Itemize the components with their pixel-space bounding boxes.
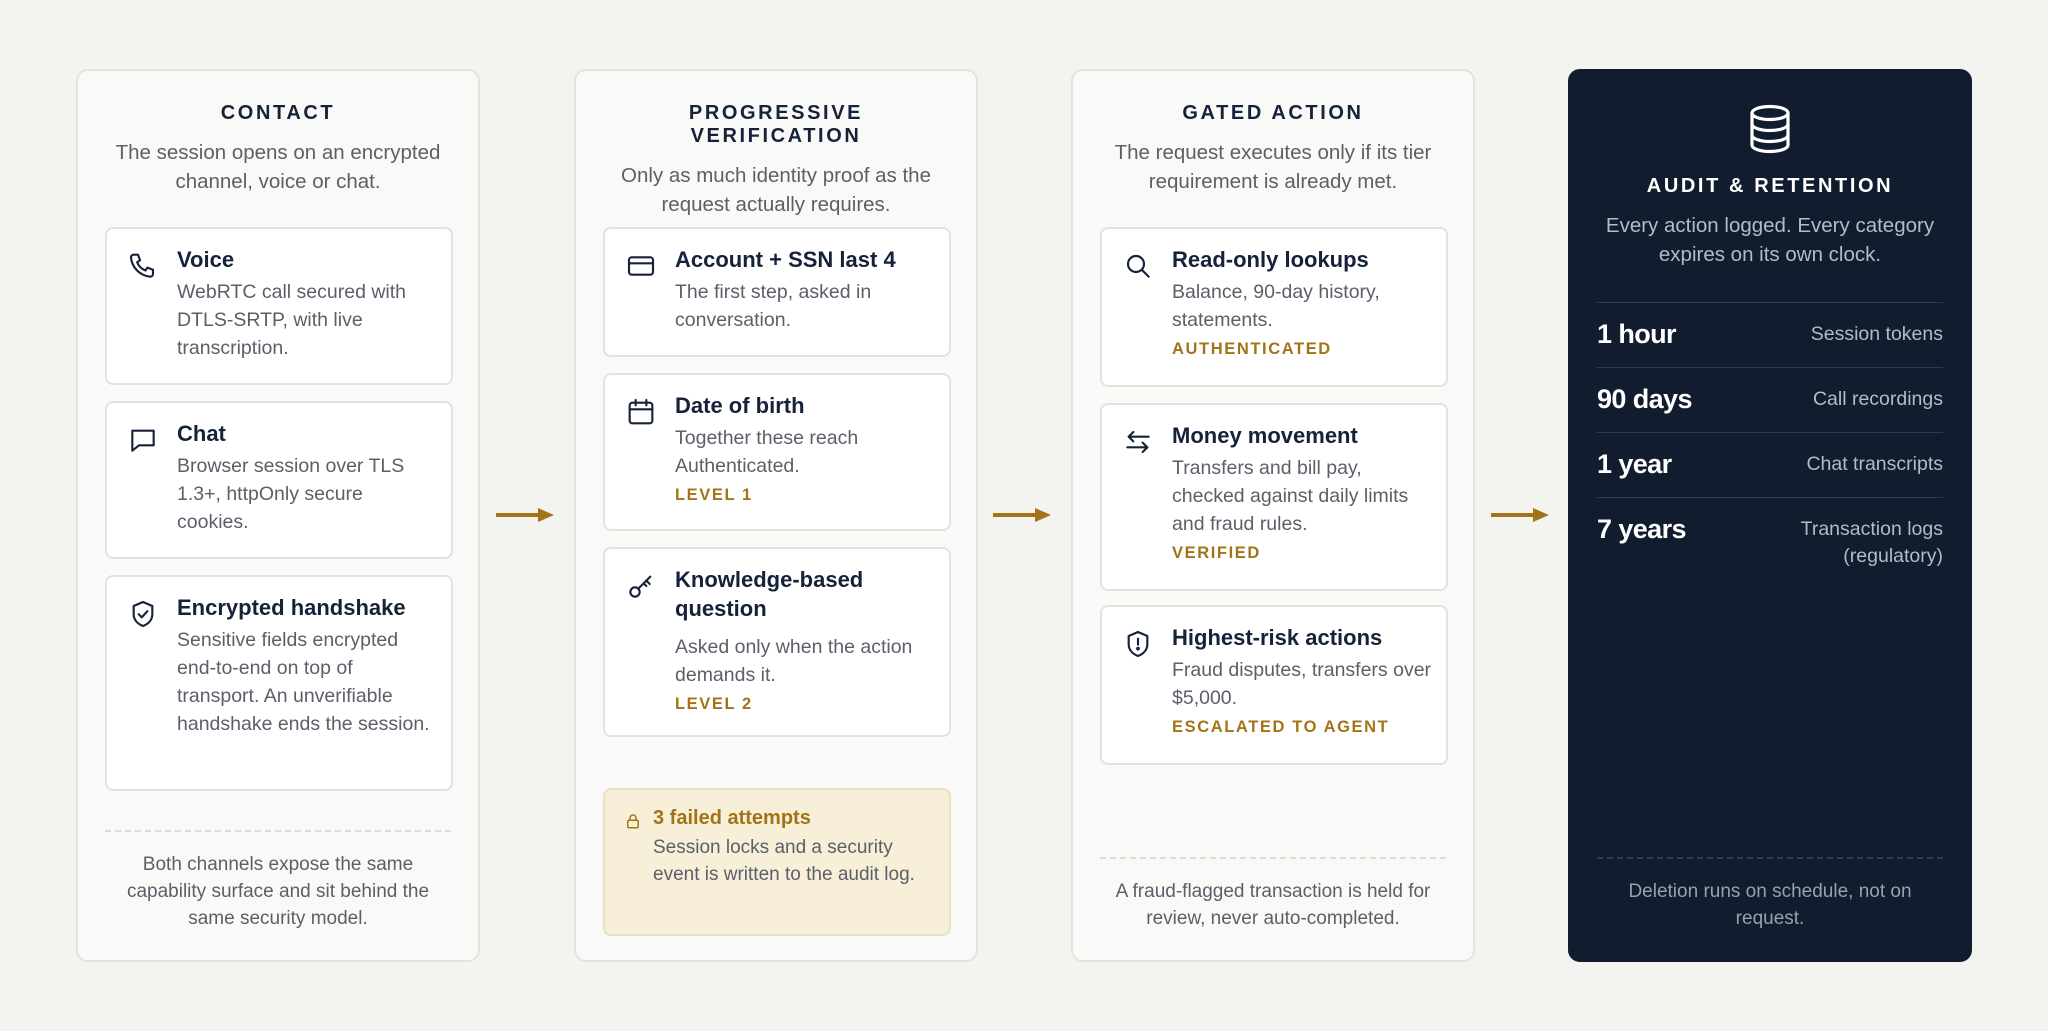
column-footer: A fraud-flagged transaction is held for review, never auto-completed. — [1115, 881, 1431, 929]
audit-retention-panel — [1568, 69, 1972, 962]
calendar-icon — [625, 396, 657, 428]
flow-arrow-icon — [496, 505, 556, 525]
credit-card-icon — [625, 250, 657, 282]
retention-category: Session tokens — [1810, 323, 1943, 345]
flow-arrow-icon — [993, 505, 1053, 525]
card-description: Together these reach Authenticated. — [675, 427, 859, 477]
retention-list — [1597, 302, 1943, 577]
card-description: Sensitive fields encrypted end-to-end on top of transport. An unverifiable handshake ends the session. — [177, 629, 430, 735]
tier-badge: ESCALATED TO AGENT — [1172, 718, 1390, 736]
card-description: Browser session over TLS 1.3+, httpOnly secure cookies. — [177, 455, 405, 533]
retention-row — [1597, 432, 1943, 497]
card-title: Highest-risk actions — [1172, 625, 1383, 650]
retention-duration: 7 years — [1597, 514, 1686, 544]
card-title: Chat — [177, 421, 226, 446]
card-title: Voice — [177, 247, 235, 272]
card-description: WebRTC call secured with DTLS-SRTP, with live transcription. — [177, 281, 407, 359]
card-description: Asked only when the action demands it. — [675, 636, 913, 686]
read-only-lookups-card — [1100, 227, 1448, 387]
phone-icon — [127, 250, 159, 282]
retention-duration: 90 days — [1597, 384, 1692, 414]
failed-attempts-notice — [603, 788, 951, 936]
card-description: Fraud disputes, transfers over $5,000. — [1172, 659, 1432, 709]
column-title: GATED ACTION — [1182, 102, 1364, 124]
column-subtitle: The session opens on an encrypted channel, voice or chat. — [115, 141, 441, 193]
level-badge: LEVEL 2 — [675, 695, 753, 713]
footer-divider — [1597, 857, 1943, 859]
transfer-arrows-icon — [1122, 426, 1154, 458]
contact-column — [76, 69, 480, 962]
highest-risk-card — [1100, 605, 1448, 765]
footer-divider — [1100, 857, 1446, 859]
retention-duration: 1 year — [1597, 449, 1672, 479]
column-title: CONTACT — [220, 102, 336, 124]
retention-category: Call recordings — [1812, 388, 1943, 410]
retention-row — [1597, 367, 1943, 432]
date-of-birth-card — [603, 373, 951, 531]
voice-card — [105, 227, 453, 385]
column-subtitle: Every action logged. Every category expires on its own clock. — [1605, 214, 1935, 266]
card-description: Transfers and bill pay, checked against daily limits and fraud rules. — [1172, 457, 1409, 535]
search-icon — [1122, 250, 1154, 282]
lockout-description: Session locks and a security event is written to the audit log. — [653, 837, 915, 885]
lockout-title: 3 failed attempts — [653, 807, 811, 829]
column-subtitle: Only as much identity proof as the request actually requires. — [621, 164, 931, 216]
retention-category: Chat transcripts — [1806, 453, 1943, 475]
card-title: Money movement — [1172, 423, 1358, 448]
card-title: Read-only lookups — [1172, 247, 1369, 272]
shield-check-icon — [127, 598, 159, 630]
tier-badge: AUTHENTICATED — [1172, 340, 1332, 358]
retention-category: Transaction logs (regulatory) — [1800, 518, 1943, 567]
tier-badge: VERIFIED — [1172, 544, 1261, 562]
retention-row — [1597, 497, 1943, 577]
knowledge-question-card — [603, 547, 951, 737]
footer-divider — [105, 830, 451, 832]
column-subtitle: The request executes only if its tier requirement is already met. — [1114, 141, 1432, 193]
progressive-verification-column — [574, 69, 978, 962]
card-title: Date of birth — [675, 393, 805, 418]
shield-alert-icon — [1122, 628, 1154, 660]
card-title: Account + SSN last 4 — [675, 247, 896, 272]
chat-card — [105, 401, 453, 559]
retention-row — [1597, 302, 1943, 367]
flow-arrow-icon — [1491, 505, 1551, 525]
level-badge: LEVEL 1 — [675, 486, 753, 504]
gated-action-column — [1071, 69, 1475, 962]
encrypted-handshake-card — [105, 575, 453, 791]
card-description: The first step, asked in conversation. — [675, 281, 872, 331]
money-movement-card — [1100, 403, 1448, 591]
card-title: Knowledge-based question — [675, 567, 864, 621]
column-title: PROGRESSIVE VERIFICATION — [688, 102, 864, 147]
retention-duration: 1 hour — [1597, 319, 1676, 349]
column-footer: Deletion runs on schedule, not on request. — [1628, 881, 1912, 929]
lock-icon — [624, 812, 642, 830]
chat-bubble-icon — [127, 424, 159, 456]
card-description: Balance, 90-day history, statements. — [1172, 281, 1380, 331]
database-icon — [1747, 104, 1793, 154]
column-footer: Both channels expose the same capability surface and sit behind the same security model. — [126, 854, 430, 929]
column-title: AUDIT & RETENTION — [1646, 175, 1894, 197]
card-title: Encrypted handshake — [177, 595, 406, 620]
account-ssn-card — [603, 227, 951, 357]
key-icon — [625, 570, 657, 602]
